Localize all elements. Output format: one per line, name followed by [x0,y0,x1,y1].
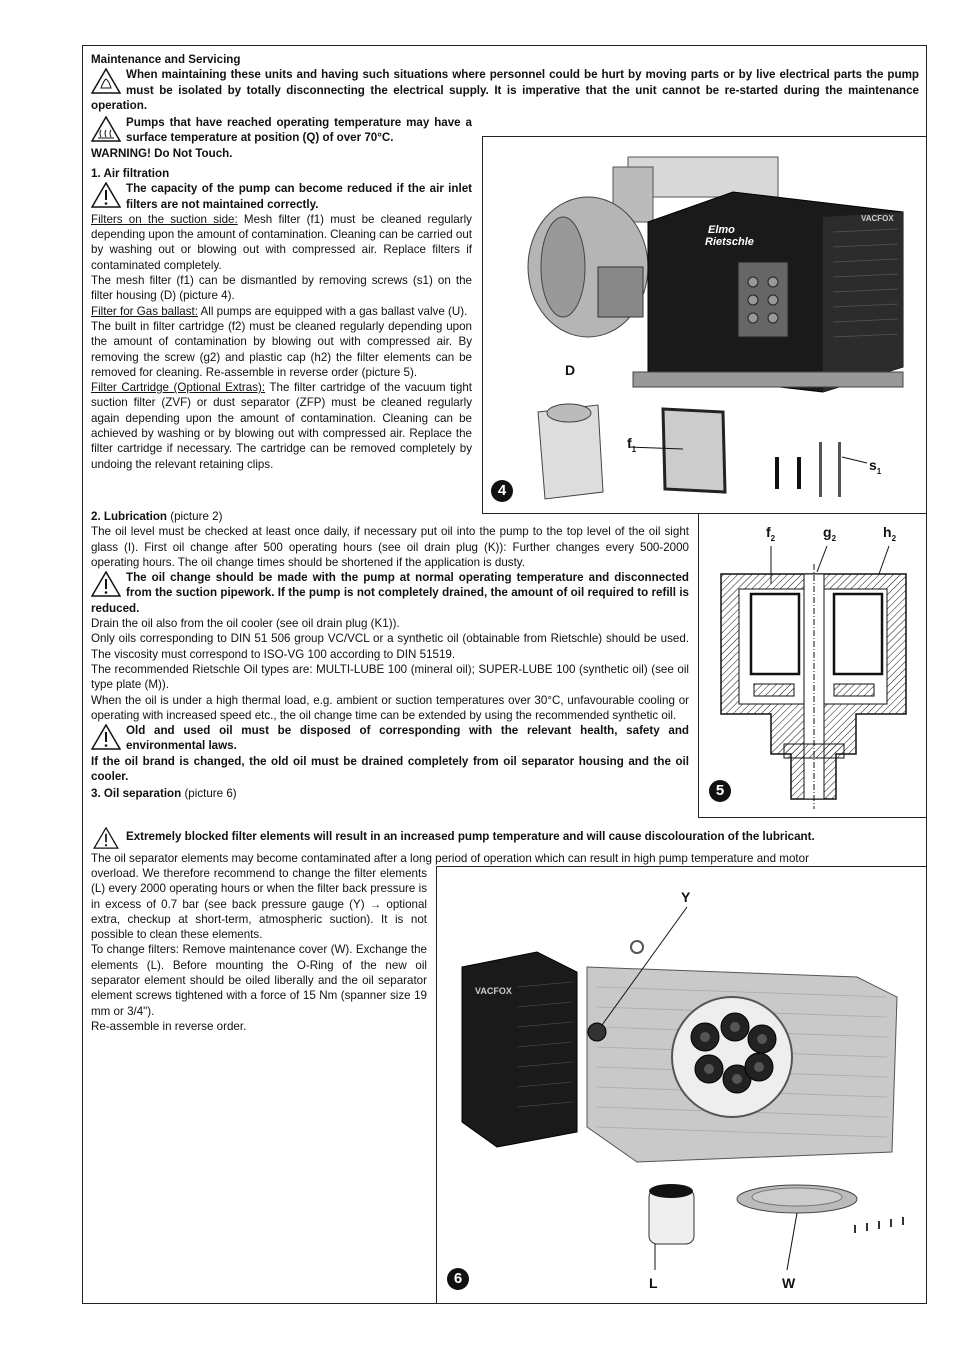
figure-4-number: 4 [491,480,513,502]
lubrication-paragraph-2: Drain the oil also from the oil cooler (see oil drain plug (K1)). [91,617,400,631]
lubrication-heading: 2. Lubrication (picture 2) [91,510,223,523]
fig5-label-h2: $h_2$ [883,524,897,543]
figure-4-pump-photo [482,136,927,514]
figure-6-oil-separator-photo [436,866,927,1304]
pump-illustration [483,137,927,514]
fig4-logo-line1: Elmo [708,224,735,236]
lubrication-paragraph-3: Only oils corresponding to DIN 51 506 group VC/VCL or a synthetic oil (obtainable from Rietschle) should be used. The viscosity must correspond to ISO-VG 100 according to DIN 51519. [91,632,689,661]
hot-surface-warning [91,115,472,161]
fig5-label-f2: $f_2$ [766,524,776,543]
fig6-brand: VACFOX [475,986,512,996]
fig6-label-Y: Y [681,889,691,905]
do-not-touch-warning: WARNING! Do Not Touch. [91,146,233,160]
oil-separation-paragraph-2: To change filters: Remove maintenance cover (W). Exchange the elements (L). Before mounting the O-Ring of the new oil separator element should be oiled liberally and the oil separator element screws tightened with a force of 15 Nm (spanner size 19 mm or 3/4"). [91,943,427,1018]
oil-separation-warning-block [91,826,919,849]
exclamation-warning-icon [91,827,121,849]
lubrication-paragraph-4: The recommended Rietschle Oil types are: MULTI-LUBE 100 (mineral oil); SUPER-LUBE 100 (synthetic oil) (see oil type plate (M)). [91,662,689,692]
hand-warning-icon [91,68,121,94]
lubrication-section [91,509,689,802]
maintenance-heading: Maintenance and Servicing [91,53,241,66]
figure-5-cross-section [698,513,927,818]
air-filtration-warning: The capacity of the pump can become reduced if the air inlet filters are not maintained correctly. [126,182,472,211]
lubrication-paragraph-5: When the oil is under a high thermal load, e.g. ambient or suction temperatures over 30°C, unfavourable cooling or operating with increased speed etc., the oil change time can be extended by using the recommended synthetic oil. [91,693,689,722]
fig4-label-f1: $f_1$ [627,435,637,454]
fig6-label-L: L [649,1275,658,1291]
oil-separation-warning: Extremely blocked filter elements will result in an increased pump temperature and will cause discolouration of the lubricant. [126,830,815,843]
fig5-label-g2: $g_2$ [823,524,837,543]
maintenance-warning-electrical: When maintaining these units and having such situations where personnel could be hurt by moving parts or by live electrical parts the pump must be isolated by totally disconnecting the electrical supply. It is imperative that the unit cannot be re-started during the maintenance operation. [91,68,919,112]
oil-separation-heading: 3. Oil separation (picture 6) [91,787,237,801]
fig4-label-D: D [565,362,576,378]
filter-cartridge-f2-paragraph: The built in filter cartridge (f2) must be cleaned regularly depending upon the amount of contamination by blowing out with compressed air. By removing the screw (g2) and plastic cap (h2) the filter elements can be removed for cleaning. Re-assemble in reverse order (picture 5). [91,319,472,379]
fig4-logo-line2: Rietschle [705,236,754,248]
exclamation-warning-icon [91,571,121,597]
figure-5-number: 5 [709,780,731,802]
filter-cartridge-section-drawing [699,514,927,818]
oil-separation-body [91,866,427,1034]
oil-separation-paragraph-1b: overload. We therefore recommend to change the filter elements (L) every 2000 operating hours or when the filter back pressure is in excess of 0.7 bar (see back pressure gauge (Y) → optional extra, checkup at short-term, atmospheric suction). It is not possible to clean these elements. [91,867,427,942]
fig4-label-s1: $s_1$ [869,457,882,476]
hot-surface-text: Pumps that have reached operating temperature may have a surface temperature at position (Q) of over 70°C. [126,116,472,145]
air-filtration-section [91,166,472,472]
hot-surface-warning-icon [91,116,121,142]
exclamation-warning-icon [91,182,121,208]
maintenance-section [91,52,919,113]
filter-cartridge-optional-paragraph: Filter Cartridge (Optional Extras): The filter cartridge of the vacuum tight suction filter (ZVF) or dust separator (ZFP) must be cleaned regularly again depending upon the amount of contamination. Cleaning can be achieved by washing or by blowing out with compressed air. Replace the filter cartridge if necessary. The cartridge can be removed completely by undoing the relevant retaining clips. [91,381,472,471]
oil-brand-change-note: If the oil brand is changed, the old oil must be drained completely from oil separator housing and the oil cooler. [91,754,689,784]
oil-separation-paragraph-1a: The oil separator elements may become contaminated after a long period of operation which can result in high pump temperature and motor [91,852,809,865]
oil-separator-illustration [437,867,927,1304]
mesh-filter-paragraph: The mesh filter (f1) can be dismantled by removing screws (s1) on the filter housing (D) (picture 4). [91,274,472,303]
fig4-brand: VACFOX [861,214,894,223]
fig6-label-W: W [782,1275,796,1291]
lubrication-paragraph-1: The oil level must be checked at least once daily, if necessary put oil into the pump to the top level of the oil sight glass (I). First oil change after 500 operating hours (see oil drain plug (K)): Further changes every 500-2000 operating hours. The oil change times should be shortened if the application is dusty. [91,525,689,569]
figure-6-number: 6 [447,1268,469,1290]
oil-change-warning: The oil change should be made with the pump at normal operating temperature and disconnected from the suction pipework. If the pump is not completely drained, the amount of oil required to refill is reduced. [91,571,689,615]
exclamation-warning-icon [91,724,121,750]
used-oil-warning: Old and used oil must be disposed of corresponding with the relevant health, safety and environmental laws. [126,724,689,753]
gas-ballast-paragraph: Filter for Gas ballast: All pumps are equipped with a gas ballast valve (U). [91,304,468,318]
suction-filter-paragraph: Filters on the suction side: Mesh filter (f1) must be cleaned regularly depending upon the amount of contamination. Cleaning can be carried out by washing out or blowing out with compressed air. Replace filters if contaminated completely. [91,212,472,272]
air-filtration-heading: 1. Air filtration [91,167,170,180]
oil-separation-paragraph-3: Re-assemble in reverse order. [91,1019,247,1033]
